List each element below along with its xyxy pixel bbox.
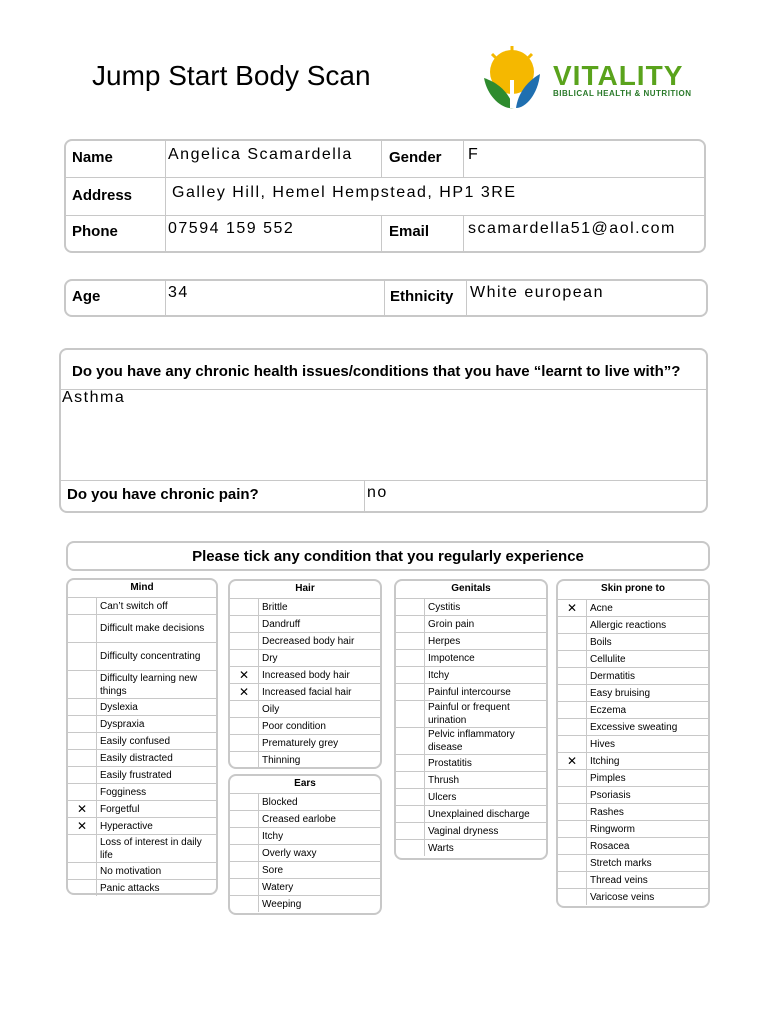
genitals-item-label: Vaginal dryness [428,825,499,837]
mind-row [68,834,216,862]
skin-row [558,633,708,650]
chronic-answer[interactable]: Asthma [62,389,126,406]
gender-label: Gender [389,149,442,166]
ears-table [228,774,382,915]
mind-checkbox[interactable]: ✕ [68,801,97,817]
skin-checkbox[interactable] [558,855,587,871]
genitals-row [396,598,546,615]
ears-checkbox[interactable] [230,794,259,810]
hair-checkbox[interactable] [230,599,259,615]
email-value[interactable]: scamardella51@aol.com [468,220,676,237]
skin-row [558,786,708,803]
skin-row [558,667,708,684]
hair-row [230,734,380,751]
skin-checkbox[interactable] [558,719,587,735]
ears-row [230,827,380,844]
mind-row [68,817,216,834]
mind-checkbox[interactable] [68,598,97,614]
skin-checkbox[interactable] [558,872,587,888]
skin-checkbox[interactable] [558,787,587,803]
name-label: Name [72,149,113,166]
ears-item-label: Weeping [262,898,302,910]
skin-row [558,871,708,888]
mind-row [68,642,216,670]
ears-checkbox[interactable] [230,845,259,861]
ears-item-label: Creased earlobe [262,813,336,825]
genitals-row [396,788,546,805]
mind-row [68,749,216,766]
hair-checkbox[interactable] [230,616,259,632]
skin-item-label: Pimples [590,772,626,784]
logo-name: VITALITY [553,60,684,91]
genitals-checkbox[interactable] [396,806,425,822]
genitals-item-label: Groin pain [428,618,475,630]
hair-item-label: Dandruff [262,618,301,630]
mind-row [68,715,216,732]
genitals-row [396,839,546,856]
mind-checkbox[interactable] [68,784,97,800]
genitals-row [396,683,546,700]
chronic-pain-question: Do you have chronic pain? [67,486,259,503]
genitals-row [396,700,546,727]
mind-item-label: Can’t switch off [100,600,168,612]
mind-item-label: Hyperactive [100,820,153,832]
genitals-checkbox[interactable] [396,684,425,700]
phone-value[interactable]: 07594 159 552 [168,220,295,237]
genitals-checkbox[interactable] [396,616,425,632]
hair-row [230,615,380,632]
ears-checkbox[interactable] [230,879,259,895]
skin-row [558,837,708,854]
genitals-checkbox[interactable] [396,633,425,649]
mind-item-label: Difficulty learning new things [100,672,198,697]
skin-checkbox[interactable] [558,617,587,633]
skin-checkbox[interactable] [558,821,587,837]
ears-checkbox[interactable] [230,828,259,844]
genitals-item-label: Painful or frequent urination [428,702,510,726]
ears-row [230,810,380,827]
mind-item-label: Easily confused [100,735,171,747]
genitals-item-label: Painful intercourse [428,686,511,698]
skin-item-label: Hives [590,738,616,750]
mind-checkbox[interactable] [68,750,97,766]
mind-table [66,578,218,895]
hair-row [230,632,380,649]
mind-row [68,862,216,879]
hair-checkbox[interactable]: ✕ [230,684,259,700]
genitals-checkbox[interactable] [396,823,425,839]
genitals-item-label: Pelvic inflammatory disease [428,729,515,753]
skin-row [558,616,708,633]
mind-item-label: Easily distracted [100,752,173,764]
skin-checkbox[interactable] [558,804,587,820]
skin-row [558,854,708,871]
mind-item-label: Difficulty concentrating [100,651,201,662]
age-label: Age [72,288,101,305]
genitals-checkbox[interactable] [396,755,425,771]
genitals-checkbox[interactable] [396,667,425,683]
skin-item-label: Thread veins [590,874,648,886]
hair-checkbox[interactable]: ✕ [230,667,259,683]
skin-checkbox[interactable] [558,770,587,786]
logo-tagline: BIBLICAL HEALTH & NUTRITION [553,89,692,98]
ethnicity-label: Ethnicity [390,288,454,305]
hair-row [230,717,380,734]
mind-item-label: Panic attacks [100,882,160,894]
genitals-checkbox[interactable] [396,650,425,666]
mind-item-label: Loss of interest in daily life [100,836,202,861]
hair-item-label: Thinning [262,754,301,766]
ears-item-label: Blocked [262,796,298,808]
mind-row [68,597,216,614]
skin-table [556,579,710,908]
skin-checkbox[interactable] [558,889,587,905]
skin-checkbox[interactable]: ✕ [558,600,587,616]
ears-row [230,844,380,861]
mind-checkbox[interactable] [68,643,97,670]
mind-checkbox[interactable] [68,615,97,642]
mind-item-label: Easily frustrated [100,769,172,781]
mind-checkbox[interactable] [68,767,97,783]
skin-checkbox[interactable] [558,685,587,701]
skin-item-label: Cellulite [590,653,626,665]
skin-row [558,718,708,735]
genitals-row [396,822,546,839]
hair-row [230,598,380,615]
skin-item-label: Itching [590,755,620,767]
genitals-checkbox[interactable] [396,789,425,805]
skin-row [558,752,708,769]
mind-item-label: No motivation [100,865,162,877]
ears-row [230,861,380,878]
email-label: Email [389,223,430,240]
ears-row [230,878,380,895]
genitals-row [396,632,546,649]
skin-item-label: Rosacea [590,840,630,852]
genitals-item-label: Ulcers [428,791,457,803]
skin-item-label: Excessive sweating [590,721,678,733]
ears-row [230,895,380,912]
skin-row [558,803,708,820]
ears-checkbox[interactable] [230,862,259,878]
skin-item-label: Boils [590,636,612,648]
genitals-row [396,649,546,666]
mind-checkbox[interactable] [68,699,97,715]
chronic-pain-answer[interactable]: no [367,484,388,501]
hair-item-label: Decreased body hair [262,635,355,647]
chronic-question: Do you have any chronic health issues/conditions that you have “learnt to live with”? [72,363,681,380]
page-title: Jump Start Body Scan [92,60,371,91]
skin-item-label: Easy bruising [590,687,651,699]
tick-heading: Please tick any condition that you regularly experience [192,548,584,565]
genitals-row [396,754,546,771]
hair-checkbox[interactable] [230,701,259,717]
mind-item-label: Dyslexia [100,701,138,713]
skin-checkbox[interactable] [558,838,587,854]
hair-table [228,579,382,769]
skin-item-label: Acne [590,602,613,614]
mind-row [68,783,216,800]
mind-item-label: Dyspraxia [100,718,145,730]
skin-row [558,769,708,786]
mind-title: Mind [130,582,154,593]
genitals-checkbox[interactable] [396,599,425,615]
genitals-checkbox[interactable] [396,701,425,727]
hair-item-label: Oily [262,703,280,715]
skin-item-label: Stretch marks [590,857,652,869]
ears-checkbox[interactable] [230,896,259,912]
skin-checkbox[interactable]: ✕ [558,753,587,769]
genitals-item-label: Warts [428,842,454,854]
ears-item-label: Itchy [262,830,284,842]
hair-title: Hair [295,583,315,594]
genitals-item-label: Prostatitis [428,757,472,769]
genitals-row [396,615,546,632]
hair-row [230,666,380,683]
genitals-checkbox[interactable] [396,840,425,856]
demographic-box [64,279,708,317]
ears-item-label: Sore [262,864,284,876]
hair-item-label: Increased facial hair [262,686,352,698]
mind-row [68,614,216,642]
mind-row [68,670,216,698]
hair-item-label: Increased body hair [262,669,350,681]
ears-item-label: Watery [262,881,294,893]
skin-checkbox[interactable] [558,736,587,752]
hair-row [230,649,380,666]
skin-item-label: Rashes [590,806,624,818]
mind-checkbox[interactable] [68,880,97,896]
genitals-table [394,579,548,860]
hair-row [230,751,380,768]
genitals-checkbox[interactable] [396,728,425,754]
genitals-row [396,666,546,683]
skin-checkbox[interactable] [558,668,587,684]
mind-row [68,766,216,783]
skin-row [558,650,708,667]
skin-row [558,701,708,718]
hair-checkbox[interactable] [230,752,259,768]
skin-item-label: Psoriasis [590,789,631,801]
genitals-row [396,771,546,788]
address-label: Address [72,187,133,204]
genitals-item-label: Cystitis [428,601,461,613]
hair-row [230,700,380,717]
skin-item-label: Dermatitis [590,670,636,682]
skin-row [558,684,708,701]
mind-item-label: Forgetful [100,803,140,815]
hair-item-label: Poor condition [262,720,326,732]
mind-item-label: Difficult make decisions [100,623,205,634]
ears-item-label: Overly waxy [262,847,317,859]
genitals-item-label: Unexplained discharge [428,808,530,820]
skin-row [558,735,708,752]
hair-row [230,683,380,700]
hair-item-label: Prematurely grey [262,737,339,749]
mind-checkbox[interactable]: ✕ [68,818,97,834]
mind-checkbox[interactable] [68,733,97,749]
vitality-logo-icon [480,44,550,112]
skin-row [558,888,708,905]
ears-title: Ears [294,778,316,789]
genitals-row [396,805,546,822]
hair-item-label: Dry [262,652,278,664]
address-value[interactable]: Galley Hill, Hemel Hempstead, HP1 3RE [172,184,517,201]
hair-checkbox[interactable] [230,735,259,751]
skin-checkbox[interactable] [558,702,587,718]
mind-row [68,732,216,749]
skin-item-label: Varicose veins [590,891,655,903]
mind-row [68,698,216,715]
gender-value[interactable]: F [468,146,480,163]
hair-checkbox[interactable] [230,650,259,666]
ears-checkbox[interactable] [230,811,259,827]
hair-checkbox[interactable] [230,718,259,734]
skin-title: Skin prone to [601,583,665,594]
mind-item-label: Fogginess [100,786,147,798]
mind-row [68,800,216,817]
age-value[interactable]: 34 [168,284,189,301]
phone-label: Phone [72,223,118,240]
ears-row [230,793,380,810]
genitals-checkbox[interactable] [396,772,425,788]
skin-row [558,820,708,837]
hair-checkbox[interactable] [230,633,259,649]
name-value[interactable]: Angelica Scamardella [168,146,353,163]
genitals-row [396,727,546,754]
ethnicity-value[interactable]: White european [470,284,604,301]
genitals-item-label: Herpes [428,635,461,647]
skin-item-label: Allergic reactions [590,619,667,631]
mind-checkbox[interactable] [68,671,97,698]
genitals-title: Genitals [451,583,491,594]
genitals-item-label: Itchy [428,669,450,681]
hair-item-label: Brittle [262,601,288,613]
mind-row [68,879,216,896]
mind-checkbox[interactable] [68,716,97,732]
genitals-item-label: Thrush [428,774,460,786]
skin-item-label: Ringworm [590,823,636,835]
mind-checkbox[interactable] [68,863,97,879]
skin-row [558,599,708,616]
skin-checkbox[interactable] [558,634,587,650]
skin-item-label: Eczema [590,704,627,716]
skin-checkbox[interactable] [558,651,587,667]
mind-checkbox[interactable] [68,835,97,862]
genitals-item-label: Impotence [428,652,475,664]
